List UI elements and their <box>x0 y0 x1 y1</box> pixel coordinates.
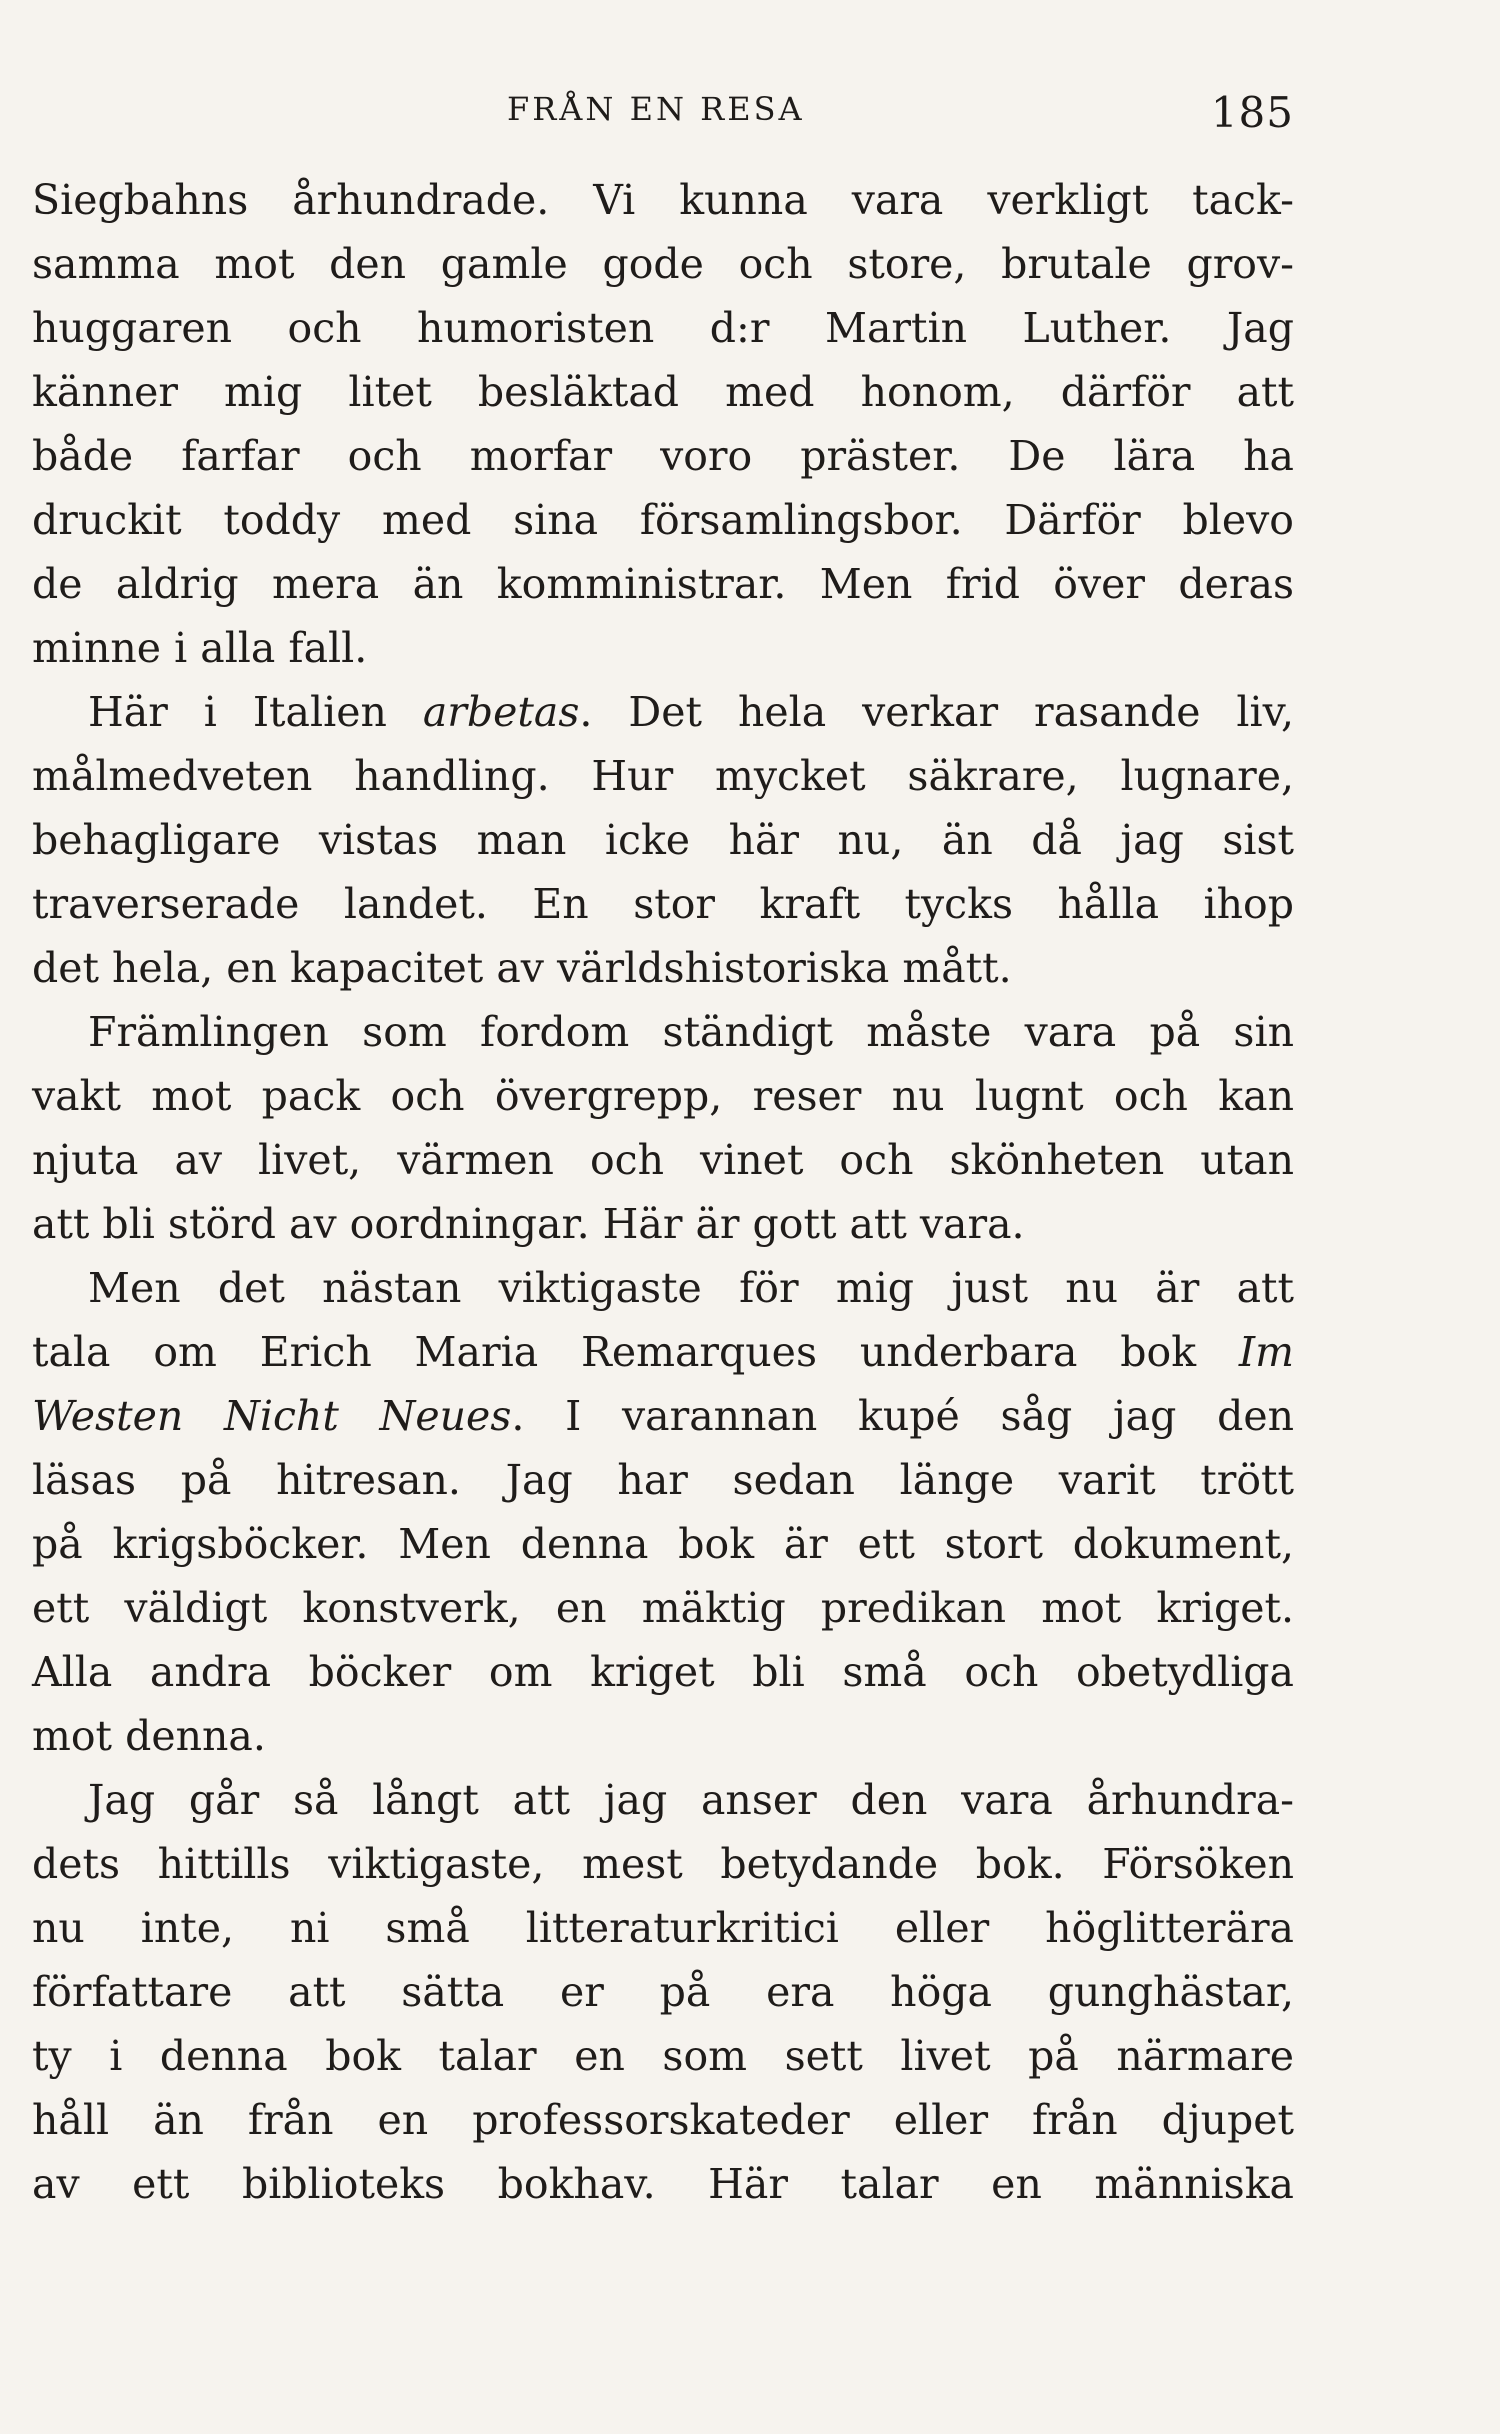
text-line: ett väldigt konstverk, en mäktig predikan mot kriget. <box>32 1584 1294 1632</box>
text-fragment: tala om Erich Maria Remarques underbara bok <box>32 1328 1239 1376</box>
text-line: behagligare vistas man icke här nu, än då jag sist <box>32 816 1294 864</box>
text-line: läsas på hitresan. Jag har sedan länge varit trött <box>32 1456 1294 1504</box>
text-line: på krigsböcker. Men denna bok är ett stort dokument, <box>32 1520 1294 1568</box>
text-fragment: . Det hela verkar rasande liv, <box>579 688 1294 736</box>
text-line <box>32 1320 1294 1384</box>
text-line: både farfar och morfar voro präster. De lära ha <box>32 432 1294 480</box>
text-line: att bli störd av oordningar. Här är gott att vara. <box>32 1200 1025 1248</box>
text-line: författare att sätta er på era höga gunghästar, <box>32 1968 1294 2016</box>
text-line <box>32 680 1294 744</box>
text-line: ty i denna bok talar en som sett livet på närmare <box>32 2032 1294 2080</box>
text-line: mot denna. <box>32 1712 266 1760</box>
text-fragment: . I varannan kupé såg jag den <box>511 1392 1294 1440</box>
text-line: av ett biblioteks bokhav. Här talar en människa <box>32 2160 1294 2208</box>
text-line: dets hittills viktigaste, mest betydande bok. Försöken <box>32 1840 1294 1888</box>
text-line: minne i alla fall. <box>32 624 368 672</box>
running-head-title: FRÅN EN RESA <box>507 90 805 128</box>
italic-text: arbetas <box>422 688 580 736</box>
body-text <box>32 168 1294 2216</box>
text-line: njuta av livet, värmen och vinet och skönheten utan <box>32 1136 1294 1184</box>
text-fragment: Här i Italien <box>88 688 423 736</box>
text-line: håll än från en professorskateder eller från djupet <box>32 2096 1294 2144</box>
text-line: det hela, en kapacitet av världshistoriska mått. <box>32 944 1012 992</box>
italic-text: Im <box>1238 1328 1294 1376</box>
text-line: Men det nästan viktigaste för mig just nu är att <box>88 1264 1294 1312</box>
text-line: druckit toddy med sina församlingsbor. Därför blevo <box>32 496 1294 544</box>
text-line: Siegbahns århundrade. Vi kunna vara verkligt tack- <box>32 176 1294 224</box>
text-line: traverserade landet. En stor kraft tycks hålla ihop <box>32 880 1294 928</box>
text-line: känner mig litet besläktad med honom, därför att <box>32 368 1294 416</box>
text-line: Alla andra böcker om kriget bli små och obetydliga <box>32 1648 1294 1696</box>
text-line <box>32 1384 1294 1448</box>
italic-text: Westen Nicht Neues <box>32 1392 512 1440</box>
text-line: vakt mot pack och övergrepp, reser nu lugnt och kan <box>32 1072 1294 1120</box>
text-line: målmedveten handling. Hur mycket säkrare, lugnare, <box>32 752 1294 800</box>
page-number: 185 <box>1210 88 1294 137</box>
text-line: samma mot den gamle gode och store, brutale grov- <box>32 240 1294 288</box>
text-line: huggaren och humoristen d:r Martin Luther. Jag <box>32 304 1294 352</box>
text-line: Jag går så långt att jag anser den vara århundra- <box>88 1776 1294 1824</box>
text-line: de aldrig mera än komministrar. Men frid över deras <box>32 560 1294 608</box>
running-head <box>32 88 1294 148</box>
text-line: nu inte, ni små litteraturkritici eller höglitterära <box>32 1904 1294 1952</box>
text-line: Främlingen som fordom ständigt måste vara på sin <box>88 1008 1294 1056</box>
